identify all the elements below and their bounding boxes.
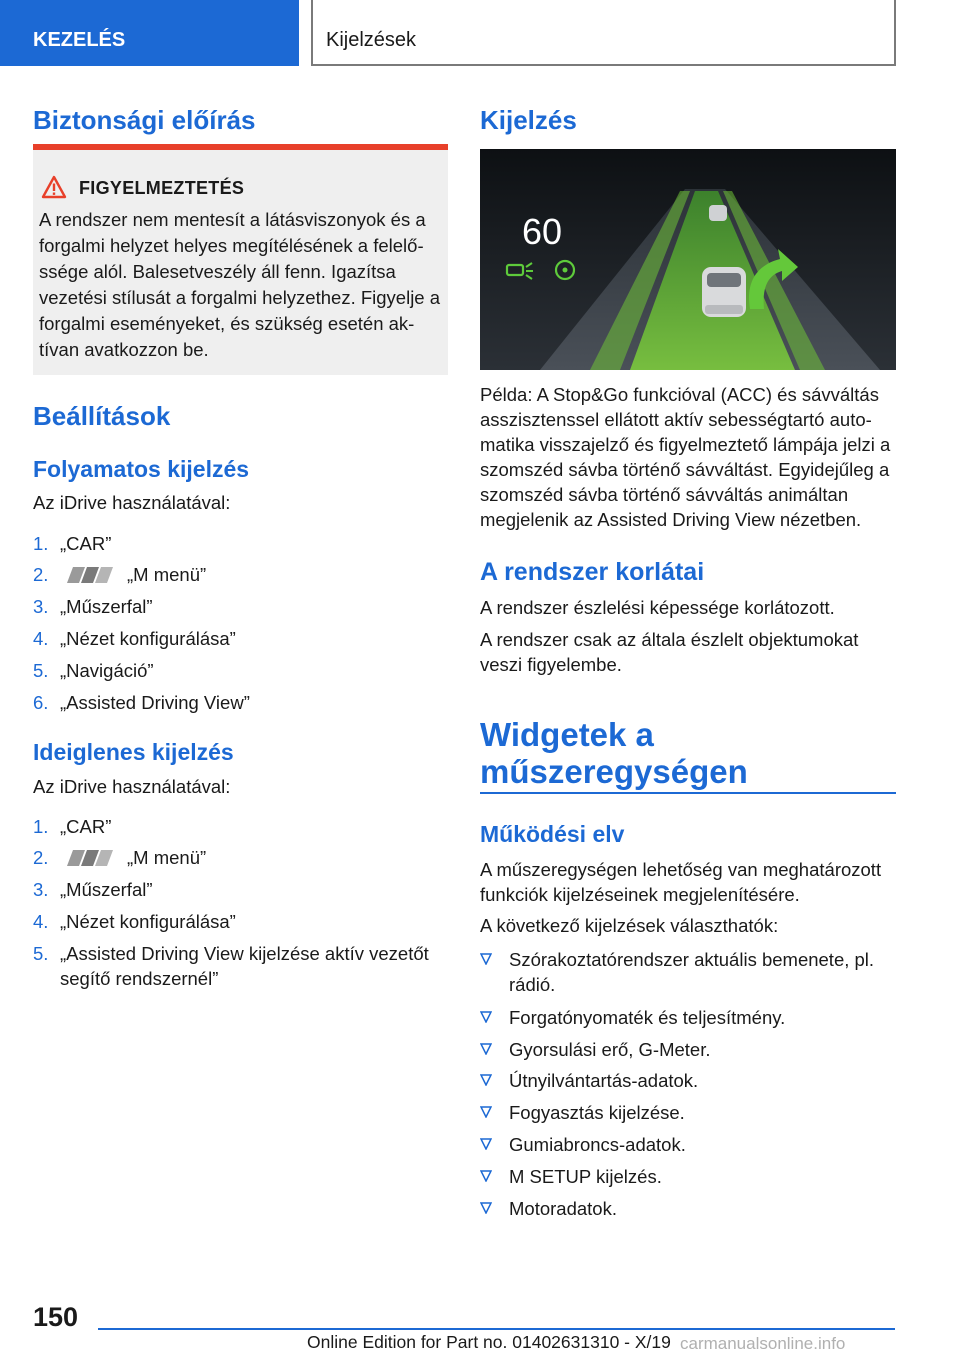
m-menu-icon (67, 850, 113, 866)
chapter-title: Kijelzések (311, 0, 896, 66)
principle-heading: Működési elv (480, 821, 625, 847)
triangle-bullet-icon (480, 1106, 492, 1118)
widgets-heading-line1: Widgetek a (480, 716, 654, 753)
section-tab: KEZELÉS (0, 0, 299, 66)
continuous-heading: Folyamatos kijelzés (33, 456, 250, 482)
footer-rule (98, 1328, 895, 1330)
triangle-bullet-icon (480, 1202, 492, 1214)
triangle-bullet-icon (480, 1011, 492, 1023)
continuous-intro: Az iDrive használatával: (33, 492, 231, 513)
limits-text-1: A rendszer észlelési képessége korlátozott. (480, 597, 835, 618)
settings-heading: Beállítások (33, 401, 171, 431)
heading-rule (480, 792, 896, 794)
edition-text: Online Edition for Part no. 01402631310 - X/19 (307, 1332, 671, 1352)
principle-text-2: A következő kijelzések választhatók: (480, 915, 779, 936)
triangle-bullet-icon (480, 1170, 492, 1182)
assisted-driving-illustration (480, 149, 896, 370)
m-menu-icon (67, 567, 113, 583)
principle-text-1: A műszeregységen lehetőség van meghatározott funkciók kijelzéseinek megjelenítésére. (480, 859, 882, 905)
widgets-heading-line2: műszeregységen (480, 753, 748, 790)
speed-value: 60 (522, 211, 563, 252)
watermark: carmanualsonline.info (680, 1334, 846, 1353)
display-heading: Kijelzés (480, 105, 577, 135)
temporary-intro: Az iDrive használatával: (33, 776, 231, 797)
image-caption: Példa: A Stop&Go funkcióval (ACC) és sávváltás asszisztenssel ellátott aktív sebességtartó automatika visszajelző és figyelmeztető lámpája jelzi a szomszéd sávba történő sávváltást. Egyidejűleg a szomszéd sávba történő sávváltás animáltan megjelenik az Assisted Driving View nézetben. (480, 384, 891, 530)
safety-heading: Biztonsági előírás (33, 105, 256, 135)
warning-box (33, 144, 448, 375)
limits-heading: A rendszer korlátai (480, 558, 705, 586)
assisted-driving-view-image (480, 149, 896, 370)
triangle-bullet-icon (480, 1074, 492, 1086)
temporary-heading: Ideiglenes kijelzés (33, 739, 234, 765)
warning-text: A rendszer nem mentesít a látásviszonyok és a forgalmi helyzet helyes megítélésének a felelőssége alól. Balesetveszély áll fenn. Igazítsa vezetési stílusát a forgalmi helyzethez. Figyelje a forgalmi eseményeket, és szükség esetén aktívan avatkozzon be. (39, 209, 441, 360)
triangle-bullet-icon (480, 1043, 492, 1055)
page-number: 150 (33, 1302, 79, 1332)
limits-text-2: A rendszer csak az általa észlelt objektumokat veszi figyelembe. (480, 629, 859, 675)
page-header (0, 0, 960, 66)
warning-triangle-icon (41, 175, 67, 199)
triangle-bullet-icon (480, 1138, 492, 1150)
triangle-bullet-icon (480, 953, 492, 965)
warning-title: FIGYELMEZTETÉS (79, 178, 245, 198)
